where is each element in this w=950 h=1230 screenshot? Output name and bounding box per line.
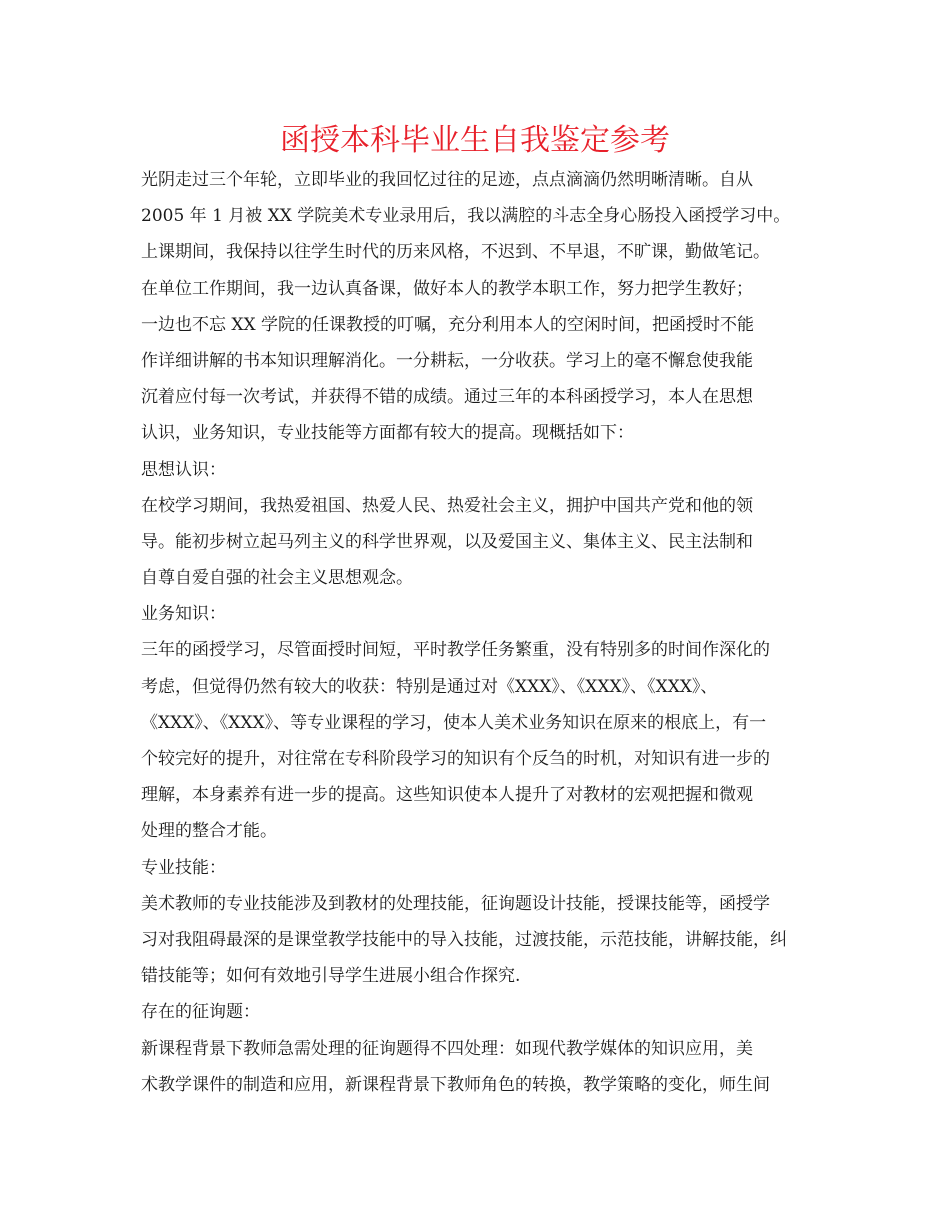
paragraph-line: 认识，业务知识，专业技能等方面都有较大的提高。现概括如下： bbox=[141, 423, 634, 444]
paragraph-line: 光阴走过三个年轮，立即毕业的我回忆过往的足迹，点点滴滴仍然明晰清晰。自从 bbox=[141, 170, 753, 190]
paragraph-line: 《XXX》、《XXX》、等专业课程的学习，使本人美术业务知识在原来的根底上，有一 bbox=[141, 712, 767, 733]
paragraph-line: 习对我阻碍最深的是课堂教学技能中的导入技能，过渡技能，示范技能，讲解技能，纠 bbox=[141, 929, 787, 950]
paragraph-line: 沉着应付每一次考试，并获得不错的成绩。通过三年的本科函授学习，本人在思想 bbox=[141, 387, 753, 408]
paragraph-line: 上课期间，我保持以往学生时代的历来风格，不迟到、不早退，不旷课，勤做笔记。 bbox=[141, 242, 770, 263]
section-heading-business-knowledge: 业务知识： bbox=[141, 604, 226, 625]
paragraph-line: 在单位工作期间，我一边认真备课，做好本人的教学本职工作，努力把学生教好； bbox=[141, 278, 753, 299]
document-title: 函授本科毕业生自我鉴定参考 bbox=[280, 123, 670, 158]
paragraph-line: 理解，本身素养有进一步的提高。这些知识使本人提升了对教材的宏观把握和微观 bbox=[141, 785, 753, 806]
paragraph-line: 错技能等；如何有效地引导学生进展小组合作探究. bbox=[141, 966, 521, 987]
paragraph-line: 在校学习期间，我热爱祖国、热爱人民、热爱社会主义，拥护中国共产党和他的领 bbox=[141, 495, 753, 516]
section-heading-professional-skills: 专业技能： bbox=[141, 857, 226, 878]
document-body bbox=[141, 162, 831, 1103]
paragraph-line: 处理的整合才能。 bbox=[141, 821, 277, 842]
paragraph-line: 三年的函授学习，尽管面授时间短，平时教学任务繁重，没有特别多的时间作深化的 bbox=[141, 640, 770, 661]
paragraph-line: 术教学课件的制造和应用，新课程背景下教师角色的转换，教学策略的变化，师生间 bbox=[141, 1074, 770, 1095]
paragraph-line: 导。能初步树立起马列主义的科学世界观，以及爱国主义、集体主义、民主法制和 bbox=[141, 531, 753, 552]
section-heading-ideology: 思想认识： bbox=[141, 459, 226, 480]
section-heading-existing-problems: 存在的征询题： bbox=[141, 1002, 260, 1023]
paragraph-line: 美术教师的专业技能涉及到教材的处理技能，征询题设计技能，授课技能等，函授学 bbox=[141, 893, 770, 914]
paragraph-line: 作详细讲解的书本知识理解消化。一分耕耘，一分收获。学习上的毫不懈怠使我能 bbox=[141, 350, 753, 371]
paragraph-line: 2005 年 1 月被 XX 学院美术专业录用后，我以满腔的斗志全身心肠投入函授学习中。 bbox=[141, 206, 791, 227]
paragraph-line: 一边也不忘 XX 学院的任课教授的叮嘱，充分利用本人的空闲时间，把函授时不能 bbox=[141, 314, 755, 335]
paragraph-line: 考虑，但觉得仍然有较大的收获：特别是通过对《XXX》、《XXX》、《XXX》、 bbox=[141, 676, 718, 697]
paragraph-line: 自尊自爱自强的社会主义思想观念。 bbox=[141, 568, 413, 589]
paragraph-line: 新课程背景下教师急需处理的征询题得不四处理：如现代教学媒体的知识应用，美 bbox=[141, 1038, 753, 1059]
paragraph-line: 个较完好的提升，对往常在专科阶段学习的知识有个反刍的时机，对知识有进一步的 bbox=[141, 749, 770, 769]
